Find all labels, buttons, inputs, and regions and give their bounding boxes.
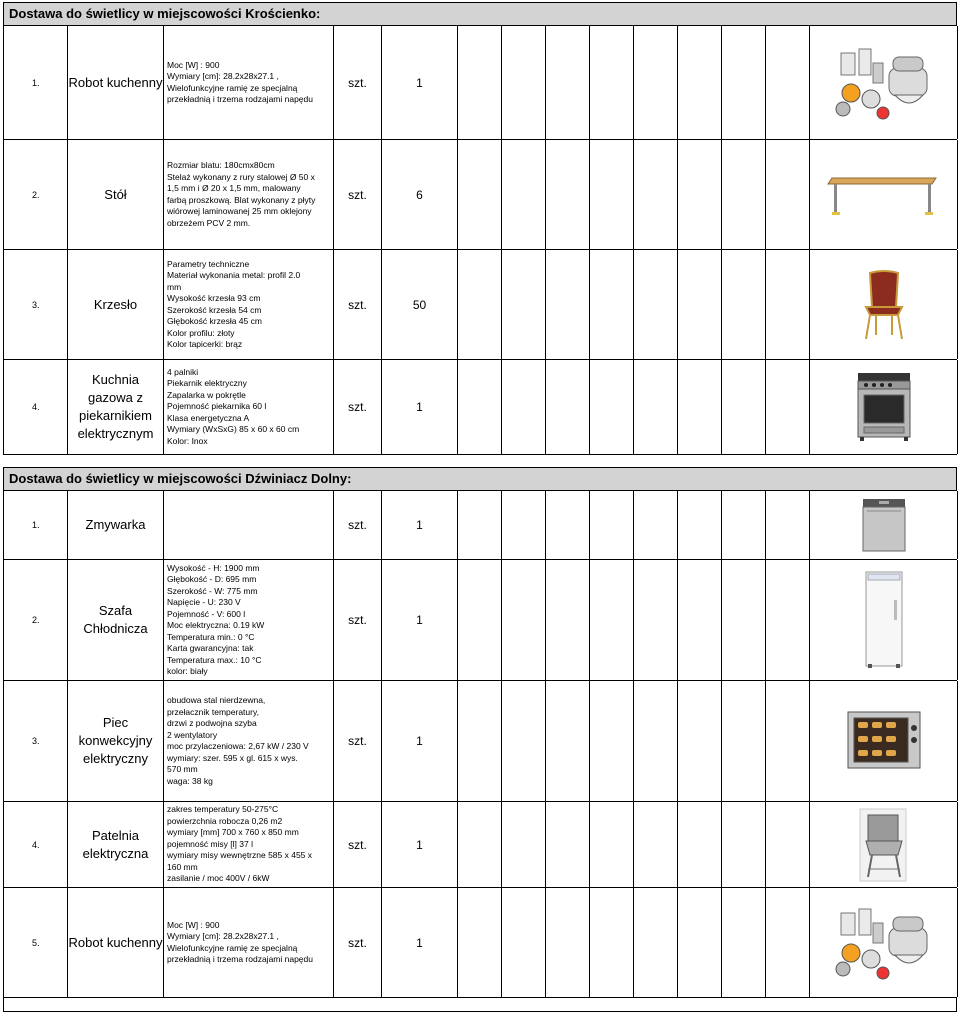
empty-cell — [502, 560, 546, 680]
empty-cell — [722, 491, 766, 559]
empty-cell — [766, 250, 810, 359]
empty-cell — [502, 491, 546, 559]
item-unit: szt. — [334, 250, 382, 359]
empty-cell — [590, 26, 634, 139]
item-unit: szt. — [334, 888, 382, 997]
item-unit: szt. — [334, 26, 382, 139]
item-name: Stół — [68, 140, 164, 249]
item-unit: szt. — [334, 681, 382, 801]
empty-cell — [722, 802, 766, 887]
item-spec: obudowa stal nierdzewna, przełacznik temperatury, drzwi z podwojna szyba 2 wentylatory moc przylaczeniowa: 2,67 kW / 230 V wymiary: szer. 595 x gl. 615 x wys. 570 mm waga: 38 kg — [164, 681, 334, 801]
empty-cell — [634, 681, 678, 801]
item-name: Piec konwekcyjny elektryczny — [68, 681, 164, 801]
item-name: Krzesło — [68, 250, 164, 359]
item-number: 1. — [4, 26, 68, 139]
item-number: 1. — [4, 491, 68, 559]
empty-cell — [458, 26, 502, 139]
empty-cell — [502, 360, 546, 454]
empty-cell — [634, 26, 678, 139]
item-spec: Moc [W] : 900 Wymiary [cm]: 28.2x28x27.1 , Wielofunkcyjne ramię ze specjalną przekładnią i trzema rodzajami napędu — [164, 888, 334, 997]
empty-cell — [634, 888, 678, 997]
empty-cell — [458, 681, 502, 801]
empty-cell — [722, 26, 766, 139]
table-row — [3, 802, 957, 888]
item-name: Zmywarka — [68, 491, 164, 559]
empty-cell — [546, 140, 590, 249]
empty-cell — [678, 491, 722, 559]
table-row — [3, 360, 957, 455]
empty-cell — [590, 681, 634, 801]
empty-cell — [722, 250, 766, 359]
empty-cell — [678, 802, 722, 887]
empty-cell — [722, 888, 766, 997]
item-qty: 1 — [382, 802, 458, 887]
empty-cell — [502, 802, 546, 887]
table-row — [3, 888, 957, 998]
empty-cell — [502, 250, 546, 359]
item-unit: szt. — [334, 140, 382, 249]
food-processor-icon — [810, 888, 958, 997]
item-spec: Wysokość - H: 1900 mm Głębokość - D: 695 mm Szerokość - W: 775 mm Napięcie - U: 230 V Pojemność - V: 600 l Moc elektryczna: 0.19 kW Temperatura min.: 0 °C Karta gwarancyjna: tak Temperatura max.: 10 °C kolor: biały — [164, 560, 334, 680]
item-number: 4. — [4, 360, 68, 454]
empty-cell — [590, 560, 634, 680]
section-header-kroscienko: Dostawa do świetlicy w miejscowości Krościenko: — [3, 2, 957, 26]
empty-cell — [458, 560, 502, 680]
empty-cell — [634, 491, 678, 559]
item-spec: 4 palniki Piekarnik elektryczny Zapalarka w pokrętle Pojemność piekarnika 60 l Klasa energetyczna A Wymiary (WxSxG) 85 x 60 x 60 cm Kolor: Inox — [164, 360, 334, 454]
item-qty: 1 — [382, 681, 458, 801]
item-unit: szt. — [334, 360, 382, 454]
item-name: Szafa Chłodnicza — [68, 560, 164, 680]
table-icon — [810, 140, 958, 249]
item-qty: 1 — [382, 26, 458, 139]
empty-cell — [458, 140, 502, 249]
item-qty: 6 — [382, 140, 458, 249]
item-unit: szt. — [334, 560, 382, 680]
table-row — [3, 491, 957, 560]
empty-cell — [502, 26, 546, 139]
table-row — [3, 140, 957, 250]
item-number: 3. — [4, 250, 68, 359]
item-spec — [164, 491, 334, 559]
table-row — [3, 26, 957, 140]
tilting-pan-icon — [810, 802, 958, 887]
fridge-icon — [810, 560, 958, 680]
item-qty: 50 — [382, 250, 458, 359]
item-qty: 1 — [382, 560, 458, 680]
item-qty: 1 — [382, 360, 458, 454]
item-number: 2. — [4, 140, 68, 249]
empty-cell — [458, 802, 502, 887]
item-spec: Moc [W] : 900 Wymiary [cm]: 28.2x28x27.1 , Wielofunkcyjne ramię ze specjalną przekładnią i trzema rodzajami napędu — [164, 26, 334, 139]
empty-cell — [458, 491, 502, 559]
empty-cell — [678, 250, 722, 359]
empty-cell — [546, 888, 590, 997]
empty-cell — [590, 491, 634, 559]
item-qty: 1 — [382, 491, 458, 559]
empty-cell — [634, 802, 678, 887]
empty-cell — [590, 360, 634, 454]
empty-cell — [502, 140, 546, 249]
empty-cell — [590, 250, 634, 359]
empty-cell — [546, 360, 590, 454]
food-processor-icon — [810, 26, 958, 139]
empty-cell — [458, 888, 502, 997]
empty-cell — [458, 360, 502, 454]
empty-cell — [766, 560, 810, 680]
empty-cell — [722, 560, 766, 680]
item-spec: Rozmiar blatu: 180cmx80cm Stelaż wykonany z rury stalowej Ø 50 x 1,5 mm i Ø 20 x 1,5 mm, malowany farbą proszkową. Blat wykonany z płyty wiórowej laminowanej 25 mm oklejony obrzeżem PCV 2 mm. — [164, 140, 334, 249]
item-unit: szt. — [334, 491, 382, 559]
empty-cell — [634, 140, 678, 249]
empty-cell — [766, 802, 810, 887]
item-name: Patelnia elektryczna — [68, 802, 164, 887]
empty-cell — [766, 681, 810, 801]
empty-row — [3, 998, 957, 1012]
empty-cell — [458, 250, 502, 359]
empty-cell — [766, 26, 810, 139]
empty-cell — [678, 681, 722, 801]
empty-cell — [766, 360, 810, 454]
empty-cell — [722, 140, 766, 249]
empty-cell — [722, 681, 766, 801]
gas-stove-icon — [810, 360, 958, 454]
empty-cell — [546, 560, 590, 680]
empty-cell — [546, 681, 590, 801]
empty-cell — [590, 802, 634, 887]
convection-oven-icon — [810, 681, 958, 801]
empty-cell — [546, 250, 590, 359]
item-number: 5. — [4, 888, 68, 997]
table-row — [3, 681, 957, 802]
item-spec: zakres temperatury 50-275°C powierzchnia robocza 0,26 m2 wymiary [mm] 700 x 760 x 850 mm pojemność misy [l] 37 l wymiary misy wewnętrzne 585 x 455 x 160 mm zasilanie / moc 400V / 6kW — [164, 802, 334, 887]
empty-cell — [502, 888, 546, 997]
empty-cell — [546, 491, 590, 559]
item-qty: 1 — [382, 888, 458, 997]
item-number: 3. — [4, 681, 68, 801]
item-name: Robot kuchenny — [68, 888, 164, 997]
empty-cell — [766, 888, 810, 997]
item-unit: szt. — [334, 802, 382, 887]
item-number: 2. — [4, 560, 68, 680]
empty-cell — [590, 140, 634, 249]
item-spec: Parametry techniczne Materiał wykonania metal: profil 2.0 mm Wysokość krzesła 93 cm Szerokość krzesła 54 cm Głębokość krzesła 45 cm Kolor profilu: złoty Kolor tapicerki: brąz — [164, 250, 334, 359]
table-row — [3, 250, 957, 360]
empty-cell — [634, 250, 678, 359]
empty-cell — [678, 888, 722, 997]
empty-cell — [766, 491, 810, 559]
empty-cell — [678, 26, 722, 139]
empty-cell — [590, 888, 634, 997]
item-name: Kuchnia gazowa z piekarnikiem elektrycznym — [68, 360, 164, 454]
empty-cell — [546, 26, 590, 139]
empty-cell — [722, 360, 766, 454]
empty-cell — [766, 140, 810, 249]
empty-cell — [634, 560, 678, 680]
item-number: 4. — [4, 802, 68, 887]
empty-cell — [678, 140, 722, 249]
empty-cell — [502, 681, 546, 801]
section-header-dzwiniacz-dolny: Dostawa do świetlicy w miejscowości Dźwiniacz Dolny: — [3, 467, 957, 491]
empty-cell — [634, 360, 678, 454]
empty-cell — [546, 802, 590, 887]
table-row — [3, 560, 957, 681]
chair-icon — [810, 250, 958, 359]
item-name: Robot kuchenny — [68, 26, 164, 139]
dishwasher-icon — [810, 491, 958, 559]
empty-cell — [678, 560, 722, 680]
empty-cell — [678, 360, 722, 454]
